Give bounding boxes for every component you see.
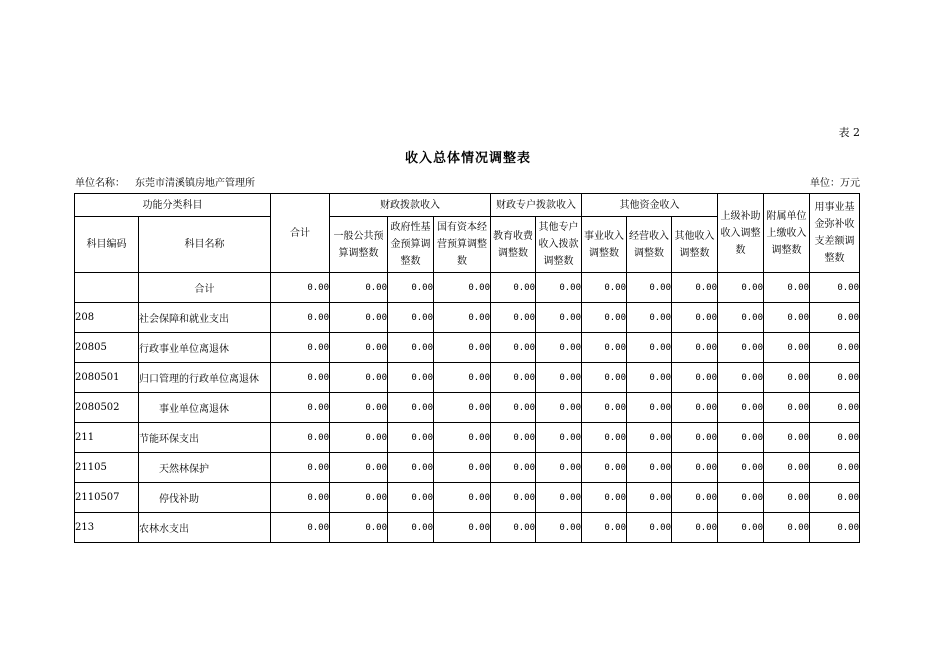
value-cell: 0.00 — [536, 483, 582, 513]
header-special-group: 财政专户拨款收入 — [491, 194, 582, 217]
value-cell: 0.00 — [718, 483, 764, 513]
value-cell: 0.00 — [536, 363, 582, 393]
value-cell: 0.00 — [434, 303, 491, 333]
value-cell: 0.00 — [672, 453, 718, 483]
header-gov-fund: 政府性基金预算调整数 — [388, 217, 434, 273]
value-cell: 0.00 — [810, 303, 860, 333]
header-general-budget: 一般公共预算调整数 — [330, 217, 388, 273]
header-func-class: 功能分类科目 — [75, 194, 271, 217]
value-cell: 0.00 — [491, 513, 536, 543]
value-cell: 0.00 — [764, 303, 810, 333]
value-cell: 0.00 — [491, 453, 536, 483]
value-cell: 0.00 — [536, 303, 582, 333]
subject-name-cell: 合计 — [139, 273, 271, 303]
value-cell: 0.00 — [764, 333, 810, 363]
unit-name-value: 东莞市清溪镇房地产管理所 — [135, 178, 255, 189]
value-cell: 0.00 — [388, 333, 434, 363]
table-number: 表 2 — [838, 126, 860, 139]
subject-name-cell: 农林水支出 — [139, 513, 271, 543]
value-cell: 0.00 — [810, 423, 860, 453]
value-cell: 0.00 — [271, 393, 330, 423]
value-cell: 0.00 — [627, 303, 672, 333]
value-cell: 0.00 — [627, 483, 672, 513]
value-cell: 0.00 — [582, 303, 627, 333]
header-other-group: 其他资金收入 — [582, 194, 718, 217]
header-superior: 上级补助收入调整数 — [718, 194, 764, 273]
value-cell: 0.00 — [434, 363, 491, 393]
value-cell: 0.00 — [764, 273, 810, 303]
value-cell: 0.00 — [330, 423, 388, 453]
value-cell: 0.00 — [582, 423, 627, 453]
value-cell: 0.00 — [491, 423, 536, 453]
subject-code-cell: 21105 — [75, 453, 139, 483]
value-cell: 0.00 — [810, 453, 860, 483]
subject-name-cell: 社会保障和就业支出 — [139, 303, 271, 333]
value-cell: 0.00 — [764, 363, 810, 393]
table-row — [75, 423, 860, 453]
value-cell: 0.00 — [627, 273, 672, 303]
header-edu-fee: 教育收费调整数 — [491, 217, 536, 273]
value-cell: 0.00 — [672, 333, 718, 363]
value-cell: 0.00 — [434, 453, 491, 483]
currency-unit: 单位：万元 — [810, 178, 860, 189]
value-cell: 0.00 — [491, 363, 536, 393]
value-cell: 0.00 — [627, 453, 672, 483]
value-cell: 0.00 — [271, 273, 330, 303]
subject-name-cell: 行政事业单位离退休 — [139, 333, 271, 363]
value-cell: 0.00 — [627, 363, 672, 393]
subject-code-cell: 213 — [75, 513, 139, 543]
value-cell: 0.00 — [718, 393, 764, 423]
header-affiliated: 附属单位上缴收入调整数 — [764, 194, 810, 273]
value-cell: 0.00 — [627, 423, 672, 453]
value-cell: 0.00 — [582, 453, 627, 483]
subject-name-cell: 天然林保护 — [139, 453, 271, 483]
value-cell: 0.00 — [764, 453, 810, 483]
value-cell: 0.00 — [810, 513, 860, 543]
adjustment-table — [74, 193, 860, 543]
header-other-income: 其他收入调整数 — [672, 217, 718, 273]
value-cell: 0.00 — [718, 303, 764, 333]
value-cell: 0.00 — [388, 483, 434, 513]
value-cell: 0.00 — [810, 333, 860, 363]
value-cell: 0.00 — [536, 333, 582, 363]
value-cell: 0.00 — [434, 423, 491, 453]
value-cell: 0.00 — [491, 393, 536, 423]
header-state-capital: 国有资本经营预算调整数 — [434, 217, 491, 273]
value-cell: 0.00 — [536, 273, 582, 303]
table-row — [75, 453, 860, 483]
table-row — [75, 393, 860, 423]
value-cell: 0.00 — [582, 273, 627, 303]
subject-code-cell: 2080501 — [75, 363, 139, 393]
value-cell: 0.00 — [810, 273, 860, 303]
header-operating: 经营收入调整数 — [627, 217, 672, 273]
value-cell: 0.00 — [330, 453, 388, 483]
value-cell: 0.00 — [388, 513, 434, 543]
header-fund-balance: 用事业基金弥补收支差额调整数 — [810, 194, 860, 273]
value-cell: 0.00 — [718, 513, 764, 543]
value-cell: 0.00 — [810, 393, 860, 423]
subject-name-cell: 事业单位离退休 — [139, 393, 271, 423]
value-cell: 0.00 — [330, 333, 388, 363]
value-cell: 0.00 — [582, 363, 627, 393]
subject-code-cell: 2080502 — [75, 393, 139, 423]
value-cell: 0.00 — [672, 513, 718, 543]
table-row — [75, 333, 860, 363]
value-cell: 0.00 — [627, 393, 672, 423]
value-cell: 0.00 — [434, 273, 491, 303]
value-cell: 0.00 — [491, 483, 536, 513]
value-cell: 0.00 — [388, 273, 434, 303]
value-cell: 0.00 — [330, 393, 388, 423]
value-cell: 0.00 — [271, 333, 330, 363]
value-cell: 0.00 — [536, 423, 582, 453]
value-cell: 0.00 — [330, 513, 388, 543]
value-cell: 0.00 — [672, 273, 718, 303]
value-cell: 0.00 — [434, 393, 491, 423]
value-cell: 0.00 — [434, 513, 491, 543]
value-cell: 0.00 — [718, 363, 764, 393]
value-cell: 0.00 — [388, 423, 434, 453]
subject-code-cell: 208 — [75, 303, 139, 333]
header-other-special: 其他专户收入拨款调整数 — [536, 217, 582, 273]
table-row — [75, 363, 860, 393]
value-cell: 0.00 — [582, 393, 627, 423]
value-cell: 0.00 — [582, 333, 627, 363]
table-row — [75, 303, 860, 333]
value-cell: 0.00 — [491, 303, 536, 333]
unit-name — [75, 174, 255, 189]
value-cell: 0.00 — [764, 393, 810, 423]
subject-code-cell — [75, 273, 139, 303]
value-cell: 0.00 — [672, 393, 718, 423]
value-cell: 0.00 — [718, 423, 764, 453]
value-cell: 0.00 — [330, 303, 388, 333]
value-cell: 0.00 — [764, 483, 810, 513]
value-cell: 0.00 — [672, 483, 718, 513]
value-cell: 0.00 — [718, 273, 764, 303]
header-subject-name: 科目名称 — [139, 217, 271, 273]
subject-name-cell: 停伐补助 — [139, 483, 271, 513]
table-row — [75, 513, 860, 543]
subject-code-cell: 211 — [75, 423, 139, 453]
value-cell: 0.00 — [434, 333, 491, 363]
value-cell: 0.00 — [718, 333, 764, 363]
value-cell: 0.00 — [764, 513, 810, 543]
value-cell: 0.00 — [536, 393, 582, 423]
header-row-1 — [75, 194, 860, 217]
page-title: 收入总体情况调整表 — [404, 151, 531, 166]
value-cell: 0.00 — [536, 513, 582, 543]
table-row — [75, 483, 860, 513]
subject-code-cell: 2110507 — [75, 483, 139, 513]
value-cell: 0.00 — [271, 363, 330, 393]
header-business: 事业收入调整数 — [582, 217, 627, 273]
value-cell: 0.00 — [271, 483, 330, 513]
value-cell: 0.00 — [718, 453, 764, 483]
value-cell: 0.00 — [388, 363, 434, 393]
value-cell: 0.00 — [271, 453, 330, 483]
subject-name-cell: 节能环保支出 — [139, 423, 271, 453]
value-cell: 0.00 — [764, 423, 810, 453]
value-cell: 0.00 — [434, 483, 491, 513]
value-cell: 0.00 — [388, 393, 434, 423]
table-row — [75, 273, 860, 303]
value-cell: 0.00 — [271, 513, 330, 543]
value-cell: 0.00 — [491, 273, 536, 303]
value-cell: 0.00 — [582, 483, 627, 513]
value-cell: 0.00 — [672, 303, 718, 333]
header-total: 合计 — [271, 194, 330, 273]
value-cell: 0.00 — [330, 363, 388, 393]
value-cell: 0.00 — [672, 363, 718, 393]
subject-code-cell: 20805 — [75, 333, 139, 363]
value-cell: 0.00 — [582, 513, 627, 543]
value-cell: 0.00 — [672, 423, 718, 453]
header-fiscal-group: 财政拨款收入 — [330, 194, 491, 217]
value-cell: 0.00 — [810, 363, 860, 393]
value-cell: 0.00 — [388, 453, 434, 483]
header-subject-code: 科目编码 — [75, 217, 139, 273]
subject-name-cell: 归口管理的行政单位离退休 — [139, 363, 271, 393]
unit-name-label: 单位名称： — [75, 178, 125, 189]
value-cell: 0.00 — [330, 273, 388, 303]
value-cell: 0.00 — [271, 423, 330, 453]
value-cell: 0.00 — [271, 303, 330, 333]
value-cell: 0.00 — [330, 483, 388, 513]
value-cell: 0.00 — [627, 513, 672, 543]
value-cell: 0.00 — [491, 333, 536, 363]
value-cell: 0.00 — [810, 483, 860, 513]
value-cell: 0.00 — [627, 333, 672, 363]
value-cell: 0.00 — [536, 453, 582, 483]
value-cell: 0.00 — [388, 303, 434, 333]
